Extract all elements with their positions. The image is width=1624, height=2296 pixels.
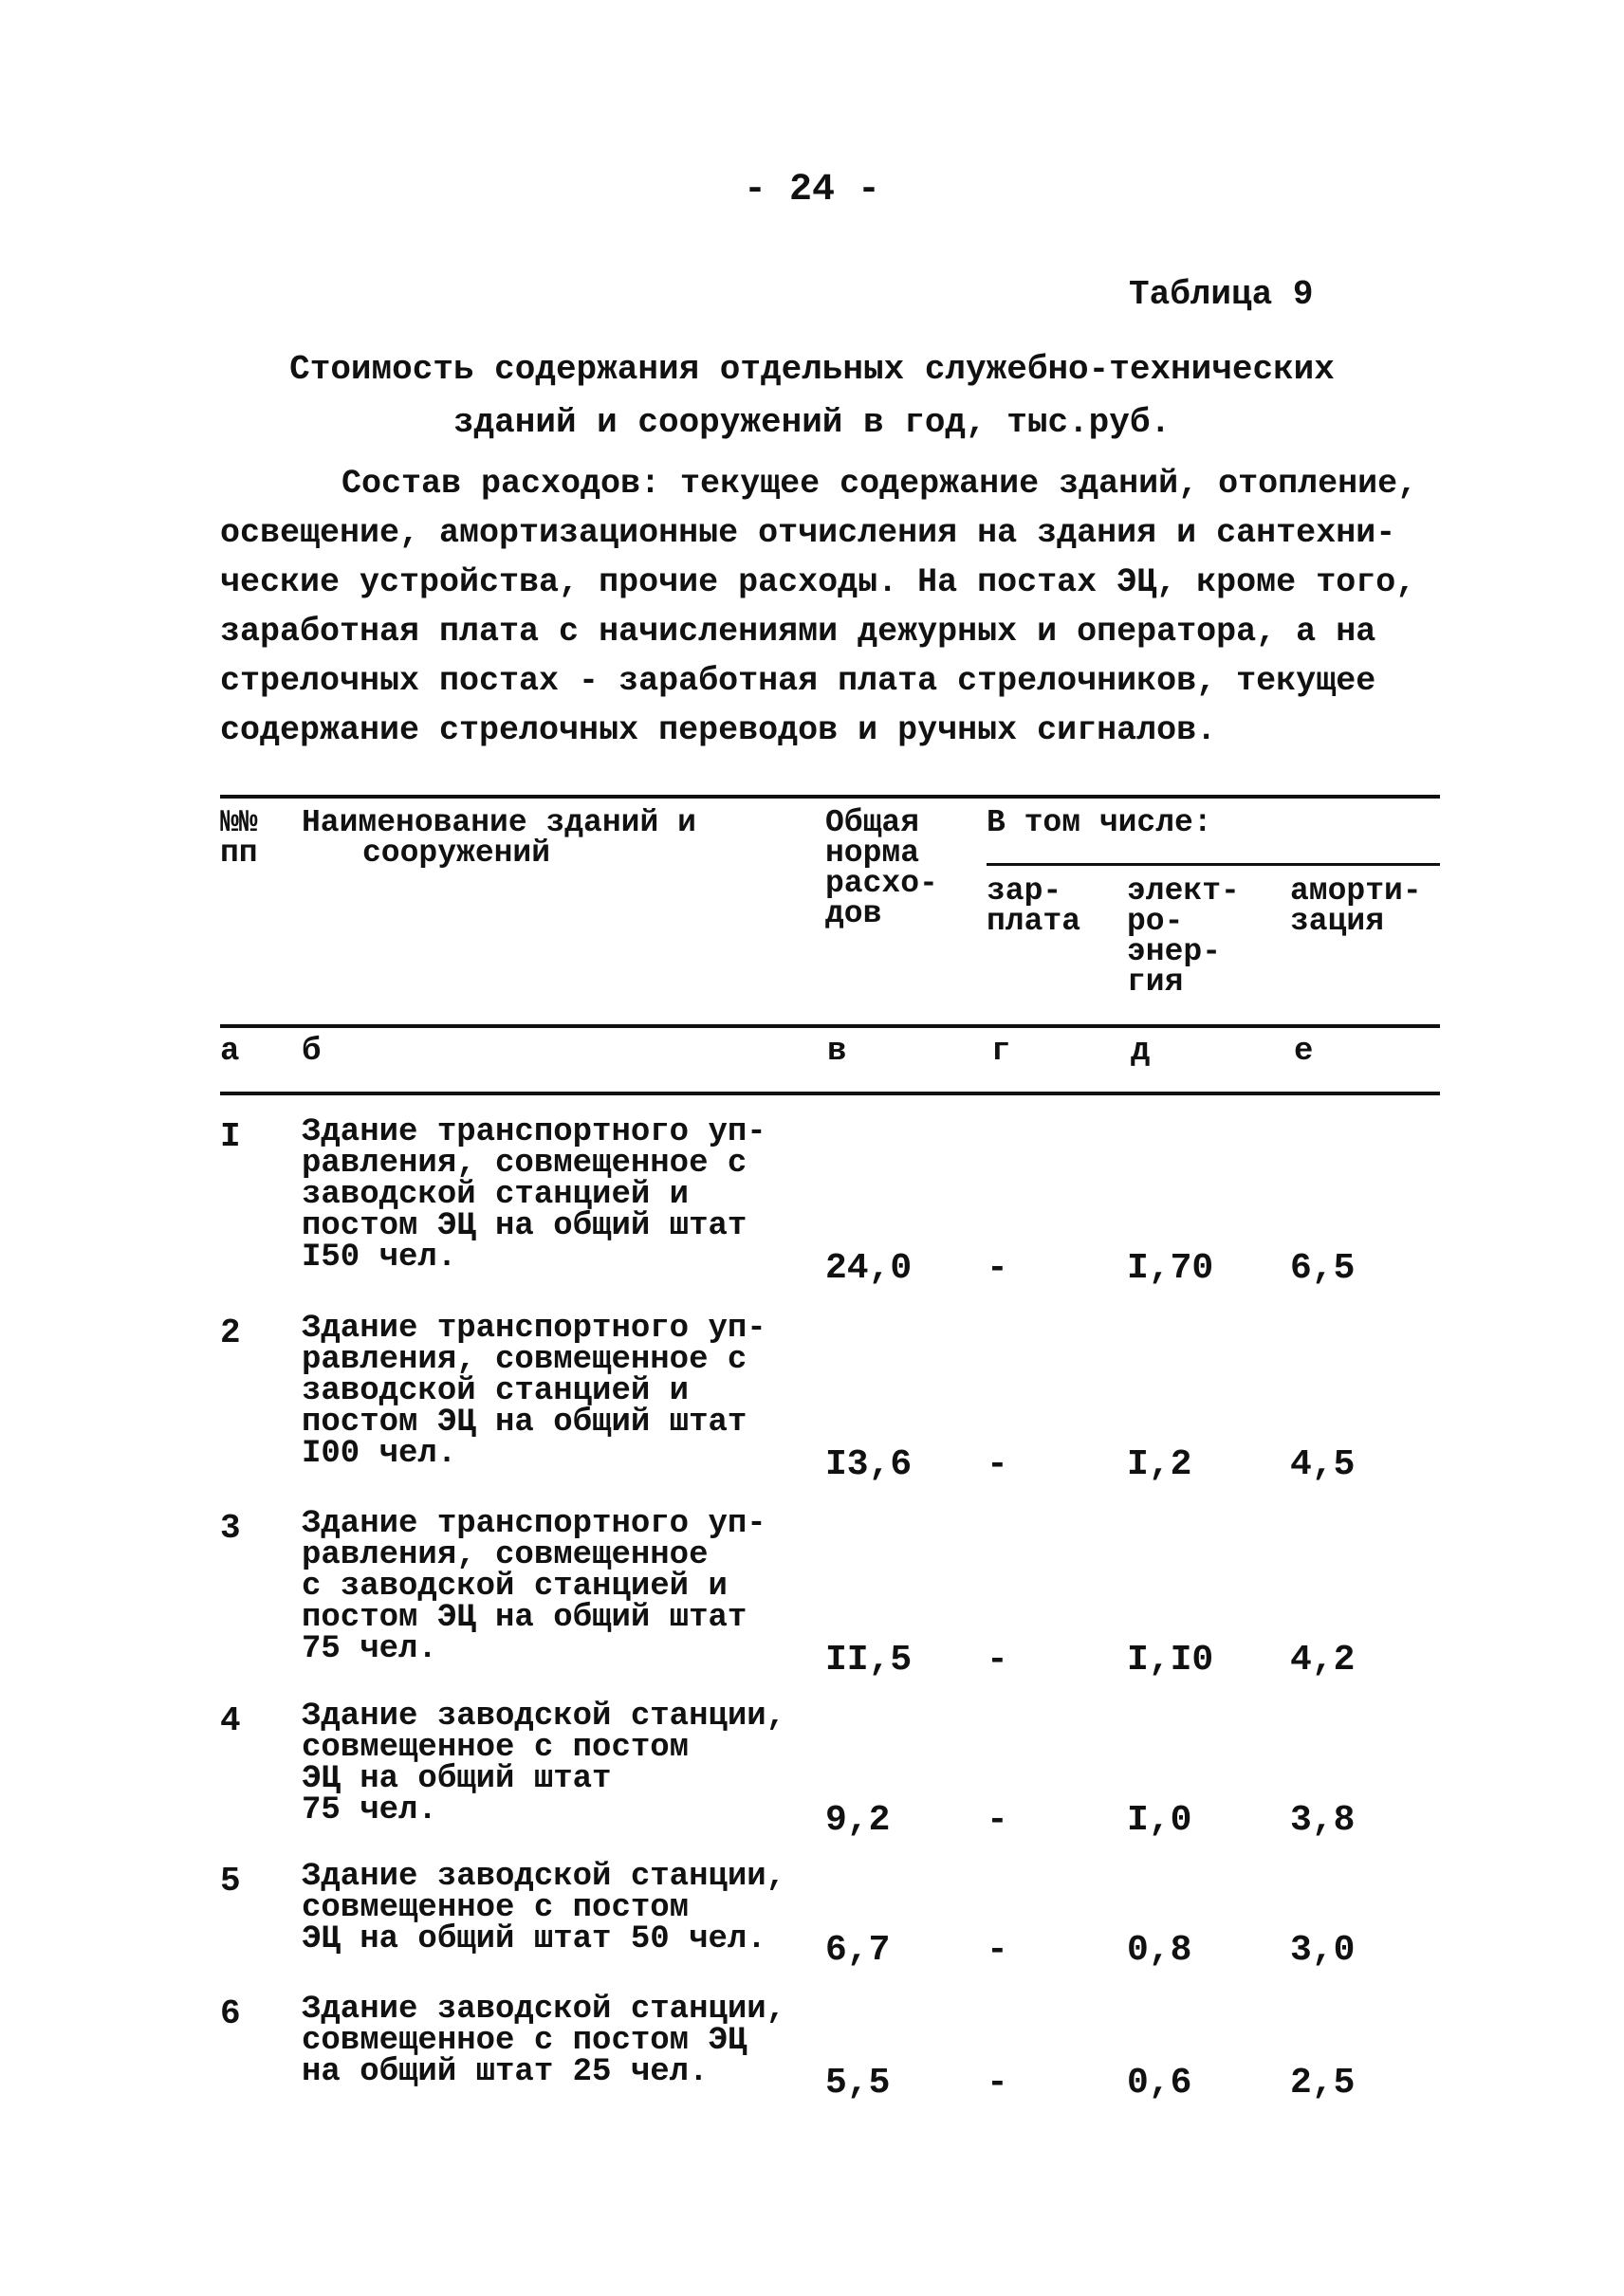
cell-amortization: 3,8	[1290, 1800, 1356, 1841]
row-name-line: равления, совмещенное с	[302, 1146, 747, 1182]
row-name-line: с заводской станцией и	[302, 1569, 728, 1605]
row-name-line: I00 чел.	[302, 1436, 457, 1472]
row-name-line: постом ЭЦ на общий штат	[302, 1405, 747, 1441]
header-elec-line: гия	[1127, 964, 1184, 1000]
row-name-line: ЭЦ на общий штат 50 чел.	[302, 1921, 766, 1957]
header-amort-line: аморти-	[1290, 873, 1422, 909]
row-name-line: равления, совмещенное	[302, 1537, 709, 1573]
column-letter: г	[991, 1034, 1011, 1070]
row-number: 3	[220, 1509, 241, 1548]
header-salary-line: плата	[987, 904, 1081, 939]
column-letter: а	[220, 1034, 240, 1070]
row-number: 4	[220, 1701, 241, 1740]
intro-line: стрелочных постах - заработная плата стрелочников, текущее	[220, 662, 1376, 700]
cell-salary: -	[987, 2063, 1008, 2103]
header-num	[220, 805, 258, 871]
header-name-line: сооружений	[362, 836, 551, 871]
row-name	[302, 1506, 833, 1667]
row-name-line: совмещенное с постом	[302, 1890, 690, 1926]
row-name-line: Здание транспортного уп-	[302, 1506, 766, 1542]
header-total-line: расхо-	[825, 866, 938, 901]
cell-salary: -	[987, 1444, 1008, 1485]
column-letter: д	[1131, 1034, 1151, 1070]
header-salary	[987, 873, 1081, 939]
cell-total: 6,7	[825, 1930, 891, 1971]
cell-salary: -	[987, 1930, 1008, 1971]
cell-total: II,5	[825, 1640, 913, 1681]
row-name-line: совмещенное с постом	[302, 1730, 690, 1766]
table-label: Таблица 9	[1129, 275, 1314, 314]
header-total-line: норма	[825, 836, 920, 871]
table-top-rule	[220, 795, 1440, 799]
row-number: I	[220, 1117, 241, 1156]
cell-amortization: 6,5	[1290, 1248, 1356, 1289]
intro-line: освещение, амортизационные отчисления на здания и сантехни-	[220, 514, 1396, 552]
row-number: 5	[220, 1862, 241, 1901]
cell-electricity: I,2	[1127, 1444, 1192, 1485]
row-name	[302, 1701, 833, 1827]
letters-bottom-rule	[220, 1092, 1440, 1095]
column-letter: е	[1294, 1034, 1314, 1070]
row-name-line: постом ЭЦ на общий штат	[302, 1600, 747, 1636]
cell-amortization: 4,5	[1290, 1444, 1356, 1485]
title-line: Стоимость содержания отдельных служебно-технических	[289, 350, 1335, 389]
cell-total: 24,0	[825, 1248, 913, 1289]
row-name-line: Здание транспортного уп-	[302, 1311, 766, 1347]
row-name	[302, 1313, 833, 1470]
row-name	[302, 1114, 833, 1276]
header-amortization	[1290, 873, 1422, 939]
header-amort-line: зация	[1290, 904, 1385, 939]
row-name-line: ЭЦ на общий штат	[302, 1761, 612, 1797]
cell-salary: -	[987, 1800, 1008, 1841]
header-total	[825, 805, 938, 931]
row-name	[302, 1994, 833, 2088]
intro-paragraph	[220, 459, 1444, 755]
row-name-line: 75 чел.	[302, 1631, 437, 1667]
header-electricity	[1127, 873, 1240, 1000]
cell-amortization: 4,2	[1290, 1640, 1356, 1681]
header-elec-line: элект-	[1127, 873, 1240, 909]
table-title	[0, 343, 1624, 450]
cell-electricity: 0,6	[1127, 2063, 1192, 2103]
row-name-line: 75 чел.	[302, 1792, 437, 1828]
cell-total: I3,6	[825, 1444, 913, 1485]
page-number: - 24 -	[743, 169, 881, 211]
header-elec-line: ро-	[1127, 904, 1184, 939]
intro-line: содержание стрелочных переводов и ручных сигналов.	[220, 711, 1217, 749]
cell-electricity: I,I0	[1127, 1640, 1214, 1681]
cell-total: 5,5	[825, 2063, 891, 2103]
intro-line: заработная плата с начислениями дежурных и оператора, а на	[220, 613, 1376, 651]
cell-electricity: I,70	[1127, 1248, 1214, 1289]
column-letter: в	[827, 1034, 847, 1070]
title-line: зданий и сооружений в год, тыс.руб.	[452, 403, 1172, 442]
row-name-line: заводской станцией и	[302, 1177, 690, 1213]
cell-amortization: 3,0	[1290, 1930, 1356, 1971]
row-name-line: совмещенное с постом ЭЦ	[302, 2023, 747, 2059]
cell-salary: -	[987, 1640, 1008, 1681]
row-name-line: равления, совмещенное с	[302, 1342, 747, 1378]
cell-electricity: 0,8	[1127, 1930, 1192, 1971]
header-bottom-rule	[220, 1024, 1440, 1028]
row-name-line: Здание транспортного уп-	[302, 1114, 766, 1150]
row-number: 6	[220, 1994, 241, 2033]
row-name-line: Здание заводской станции,	[302, 1859, 786, 1895]
row-name-line: I50 чел.	[302, 1240, 457, 1276]
header-total-line: дов	[825, 896, 882, 931]
cell-salary: -	[987, 1248, 1008, 1289]
header-total-line: Общая	[825, 805, 920, 840]
row-name-line: постом ЭЦ на общий штат	[302, 1208, 747, 1244]
header-name-line: Наименование зданий и	[302, 805, 696, 840]
header-including-line: В том числе:	[987, 805, 1212, 840]
cell-amortization: 2,5	[1290, 2063, 1356, 2103]
header-including	[987, 805, 1212, 840]
header-num-line: пп	[220, 836, 258, 871]
intro-line: ческие устройства, прочие расходы. На постах ЭЦ, кроме того,	[220, 563, 1416, 601]
row-name-line: Здание заводской станции,	[302, 1992, 786, 2028]
row-name-line: на общий штат 25 чел.	[302, 2054, 709, 2090]
header-elec-line: энер-	[1127, 934, 1222, 969]
row-name	[302, 1859, 833, 1957]
subheader-rule	[987, 863, 1440, 866]
header-num-line: №№	[220, 805, 258, 840]
header-salary-line: зар-	[987, 873, 1062, 909]
intro-line: Состав расходов: текущее содержание зданий, отопление,	[341, 465, 1418, 503]
row-name-line: заводской станцией и	[302, 1373, 690, 1409]
row-name-line: Здание заводской станции,	[302, 1699, 786, 1735]
column-letter: б	[302, 1034, 322, 1070]
cell-electricity: I,0	[1127, 1800, 1192, 1841]
header-name	[302, 805, 696, 871]
row-number: 2	[220, 1313, 241, 1352]
cell-total: 9,2	[825, 1800, 891, 1841]
